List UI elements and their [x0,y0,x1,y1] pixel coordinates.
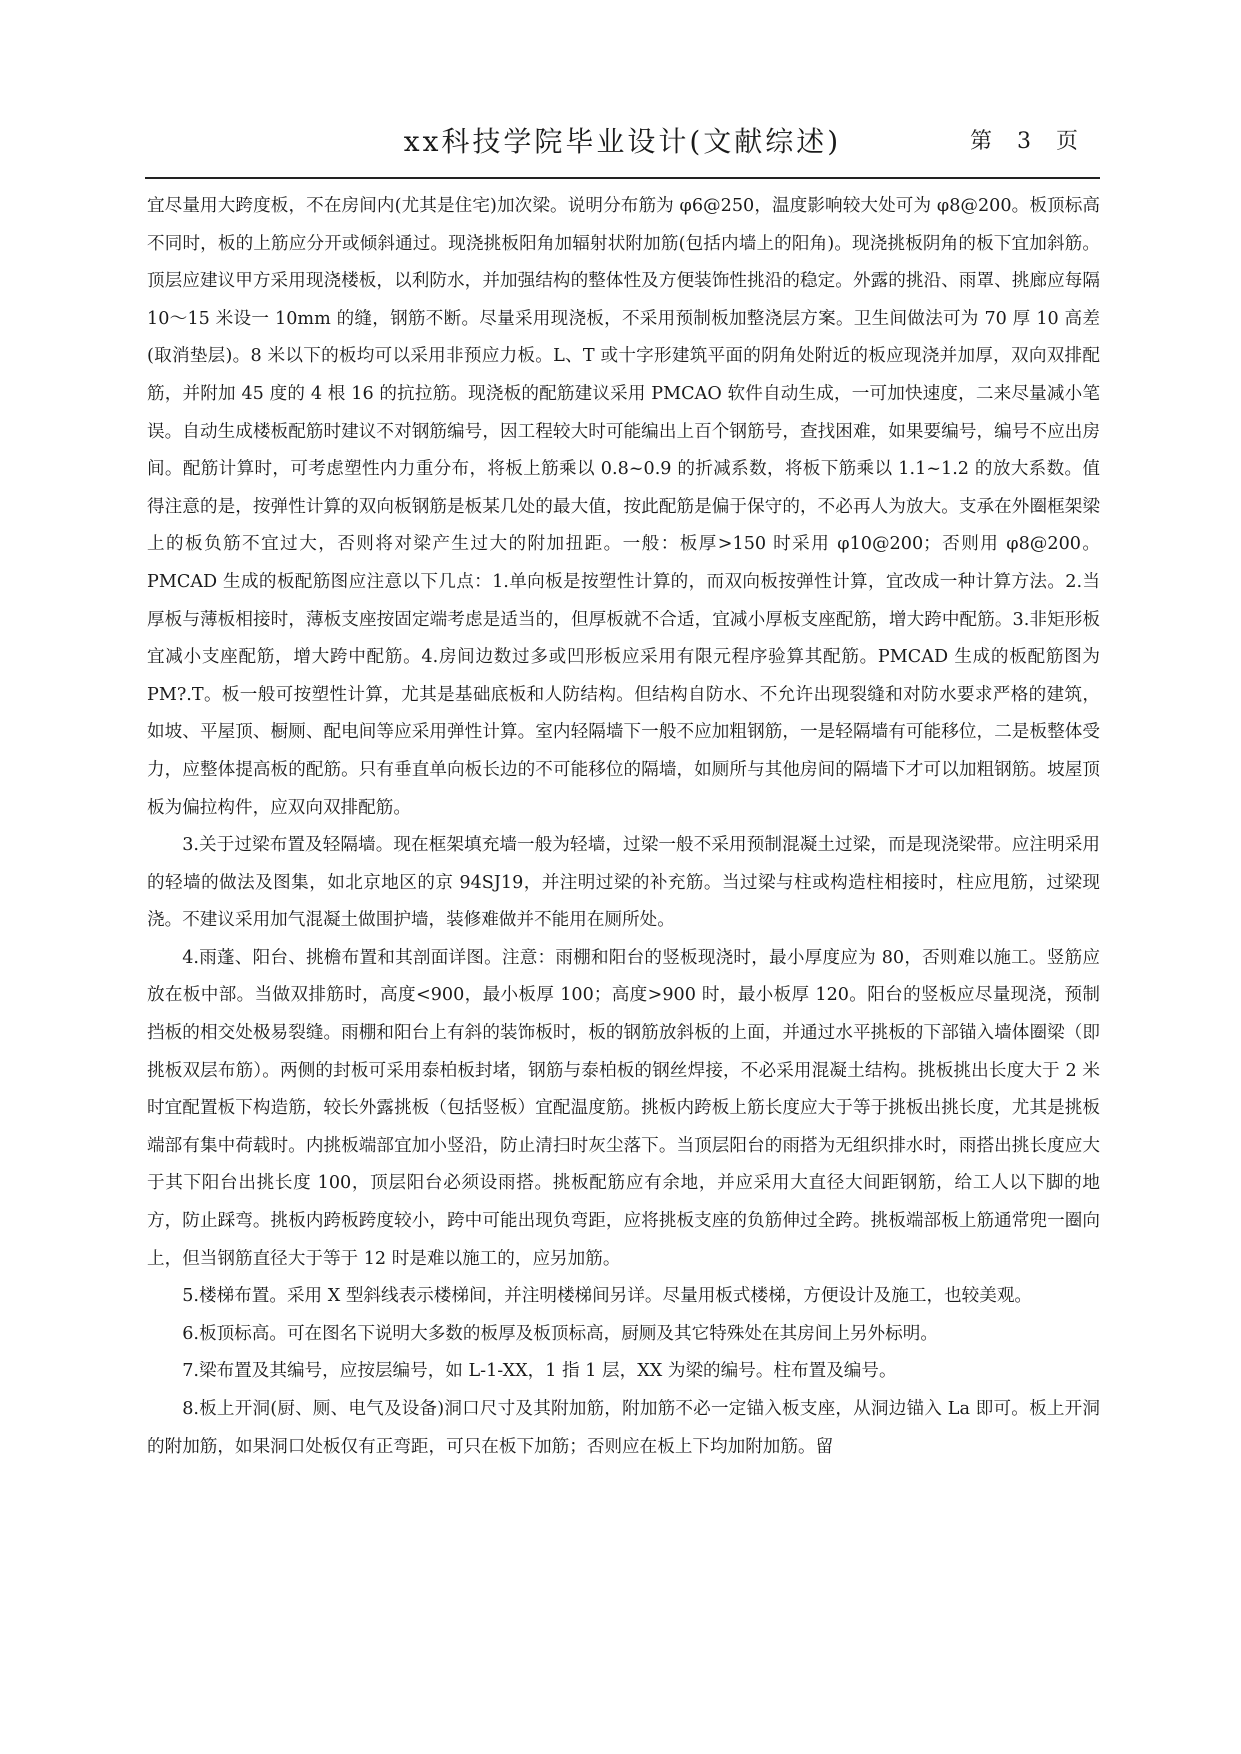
document-title: xx科技学院毕业设计(文献综述) [403,125,842,158]
paragraph-canopy: 4.雨蓬、阳台、挑檐布置和其剖面详图。注意：雨棚和阳台的竖板现浇时，最小厚度应为 80，否则难以施工。竖筋应放在板中部。当做双排筋时，高度<900，最小板厚 100；高度>900 时，最小板厚 120。阳台的竖板应尽量现浇，预制挡板的相交处极易裂缝。雨棚和阳台上有斜的装饰板时，板的钢筋放斜板的上面，并通过水平挑板的下部锚入墙体圈梁（即挑板双层布筋）。两侧的封板可采用泰柏板封堵，钢筋与泰柏板的钢丝焊接，不必采用混凝土结构。挑板挑出长度大于 2 米时宜配置板下构造筋，较长外露挑板（包括竖板）宜配温度筋。挑板内跨板上筋长度应大于等于挑板出挑长度，尤其是挑板端部有集中荷载时。内挑板端部宜加小竖沿，防止清扫时灰尘落下。当顶层阳台的雨搭为无组织排水时，雨搭出挑长度应大于其下阳台出挑长度 100，顶层阳台必须设雨搭。挑板配筋应有余地，并应采用大直径大间距钢筋，给工人以下脚的地方，防止踩弯。挑板内跨板跨度较小，跨中可能出现负弯距，应将挑板支座的负筋伸过全跨。挑板端部板上筋通常兜一圈向上，但当钢筋直径大于等于 12 时是难以施工的，应另加筋。 [147,947,1100,1269]
header-divider [145,177,1100,179]
document-body [147,188,1100,1466]
paragraph-openings: 8.板上开洞(厨、厕、电气及设备)洞口尺寸及其附加筋，附加筋不必一定锚入板支座，从洞边锚入 La 即可。板上开洞的附加筋，如果洞口处板仅有正弯距，可只在板下加筋；否则应在板上下均加附加筋。留 [147,1399,1100,1457]
paragraph-slab-elevation: 6.板顶标高。可在图名下说明大多数的板厚及板顶标高，厨厕及其它特殊处在其房间上另外标明。 [182,1323,938,1344]
paragraph-stairs: 5.楼梯布置。采用 X 型斜线表示楼梯间，并注明楼梯间另详。尽量用板式楼梯，方便设计及施工，也较美观。 [182,1286,1033,1307]
page-number: 第 3 页 [970,129,1080,154]
page-header [145,112,1100,172]
paragraph-continued: 宜尽量用大跨度板，不在房间内(尤其是住宅)加次梁。说明分布筋为 φ6@250，温度影响较大处可为 φ8@200。板顶标高不同时，板的上筋应分开或倾斜通过。现浇挑板阳角加辐射状附加筋(包括内墙上的阳角)。现浇挑板阴角的板下宜加斜筋。顶层应建议甲方采用现浇楼板，以利防水，并加强结构的整体性及方便装饰性挑沿的稳定。外露的挑沿、雨罩、挑廊应每隔 10～15 米设一 10mm 的缝，钢筋不断。尽量采用现浇板，不采用预制板加整浇层方案。卫生间做法可为 70 厚 10 高差(取消垫层)。8 米以下的板均可以采用非预应力板。L、T 或十字形建筑平面的阴角处附近的板应现浇并加厚，双向双排配筋，并附加 45 度的 4 根 16 的抗拉筋。现浇板的配筋建议采用 PMCAO 软件自动生成，一可加快速度，二来尽量减小笔误。自动生成楼板配筋时建议不对钢筋编号，因工程较大时可能编出上百个钢筋号，查找困难，如果要编号，编号不应出房间。配筋计算时，可考虑塑性内力重分布，将板上筋乘以 0.8~0.9 的折减系数，将板下筋乘以 1.1~1.2 的放大系数。值得注意的是，按弹性计算的双向板钢筋是板某几处的最大值，按此配筋是偏于保守的，不必再人为放大。支承在外圈框架梁上的板负筋不宜过大，否则将对梁产生过大的附加扭距。一般：板厚>150 时采用 φ10@200；否则用 φ8@200。PMCAD 生成的板配筋图应注意以下几点：1.单向板是按塑性计算的，而双向板按弹性计算，宜改成一种计算方法。2.当厚板与薄板相接时，薄板支座按固定端考虑是适当的，但厚板就不合适，宜减小厚板支座配筋，增大跨中配筋。3.非矩形板宜减小支座配筋，增大跨中配筋。4.房间边数过多或凹形板应采用有限元程序验算其配筋。PMCAD 生成的板配筋图为 PM?.T。板一般可按塑性计算，尤其是基础底板和人防结构。但结构自防水、不允许出现裂缝和对防水要求严格的建筑，如坡、平屋顶、橱厕、配电间等应采用弹性计算。室内轻隔墙下一般不应加粗钢筋，一是轻隔墙有可能移位，二是板整体受力，应整体提高板的配筋。只有垂直单向板长边的不可能移位的隔墙，如厕所与其他房间的隔墙下才可以加粗钢筋。坡屋顶板为偏拉构件，应双向双排配筋。 [147,196,1100,818]
paragraph-beam-numbering: 7.梁布置及其编号，应按层编号，如 L-1-XX，1 指 1 层，XX 为梁的编号。柱布置及编号。 [182,1361,897,1382]
paragraph-lintel: 3.关于过梁布置及轻隔墙。现在框架填充墙一般为轻墙，过梁一般不采用预制混凝土过梁，而是现浇梁带。应注明采用的轻墙的做法及图集，如北京地区的京 94SJ19，并注明过梁的补充筋。当过梁与柱或构造柱相接时，柱应甩筋，过梁现浇。不建议采用加气混凝土做围护墙，装修难做并不能用在厕所处。 [147,835,1100,931]
